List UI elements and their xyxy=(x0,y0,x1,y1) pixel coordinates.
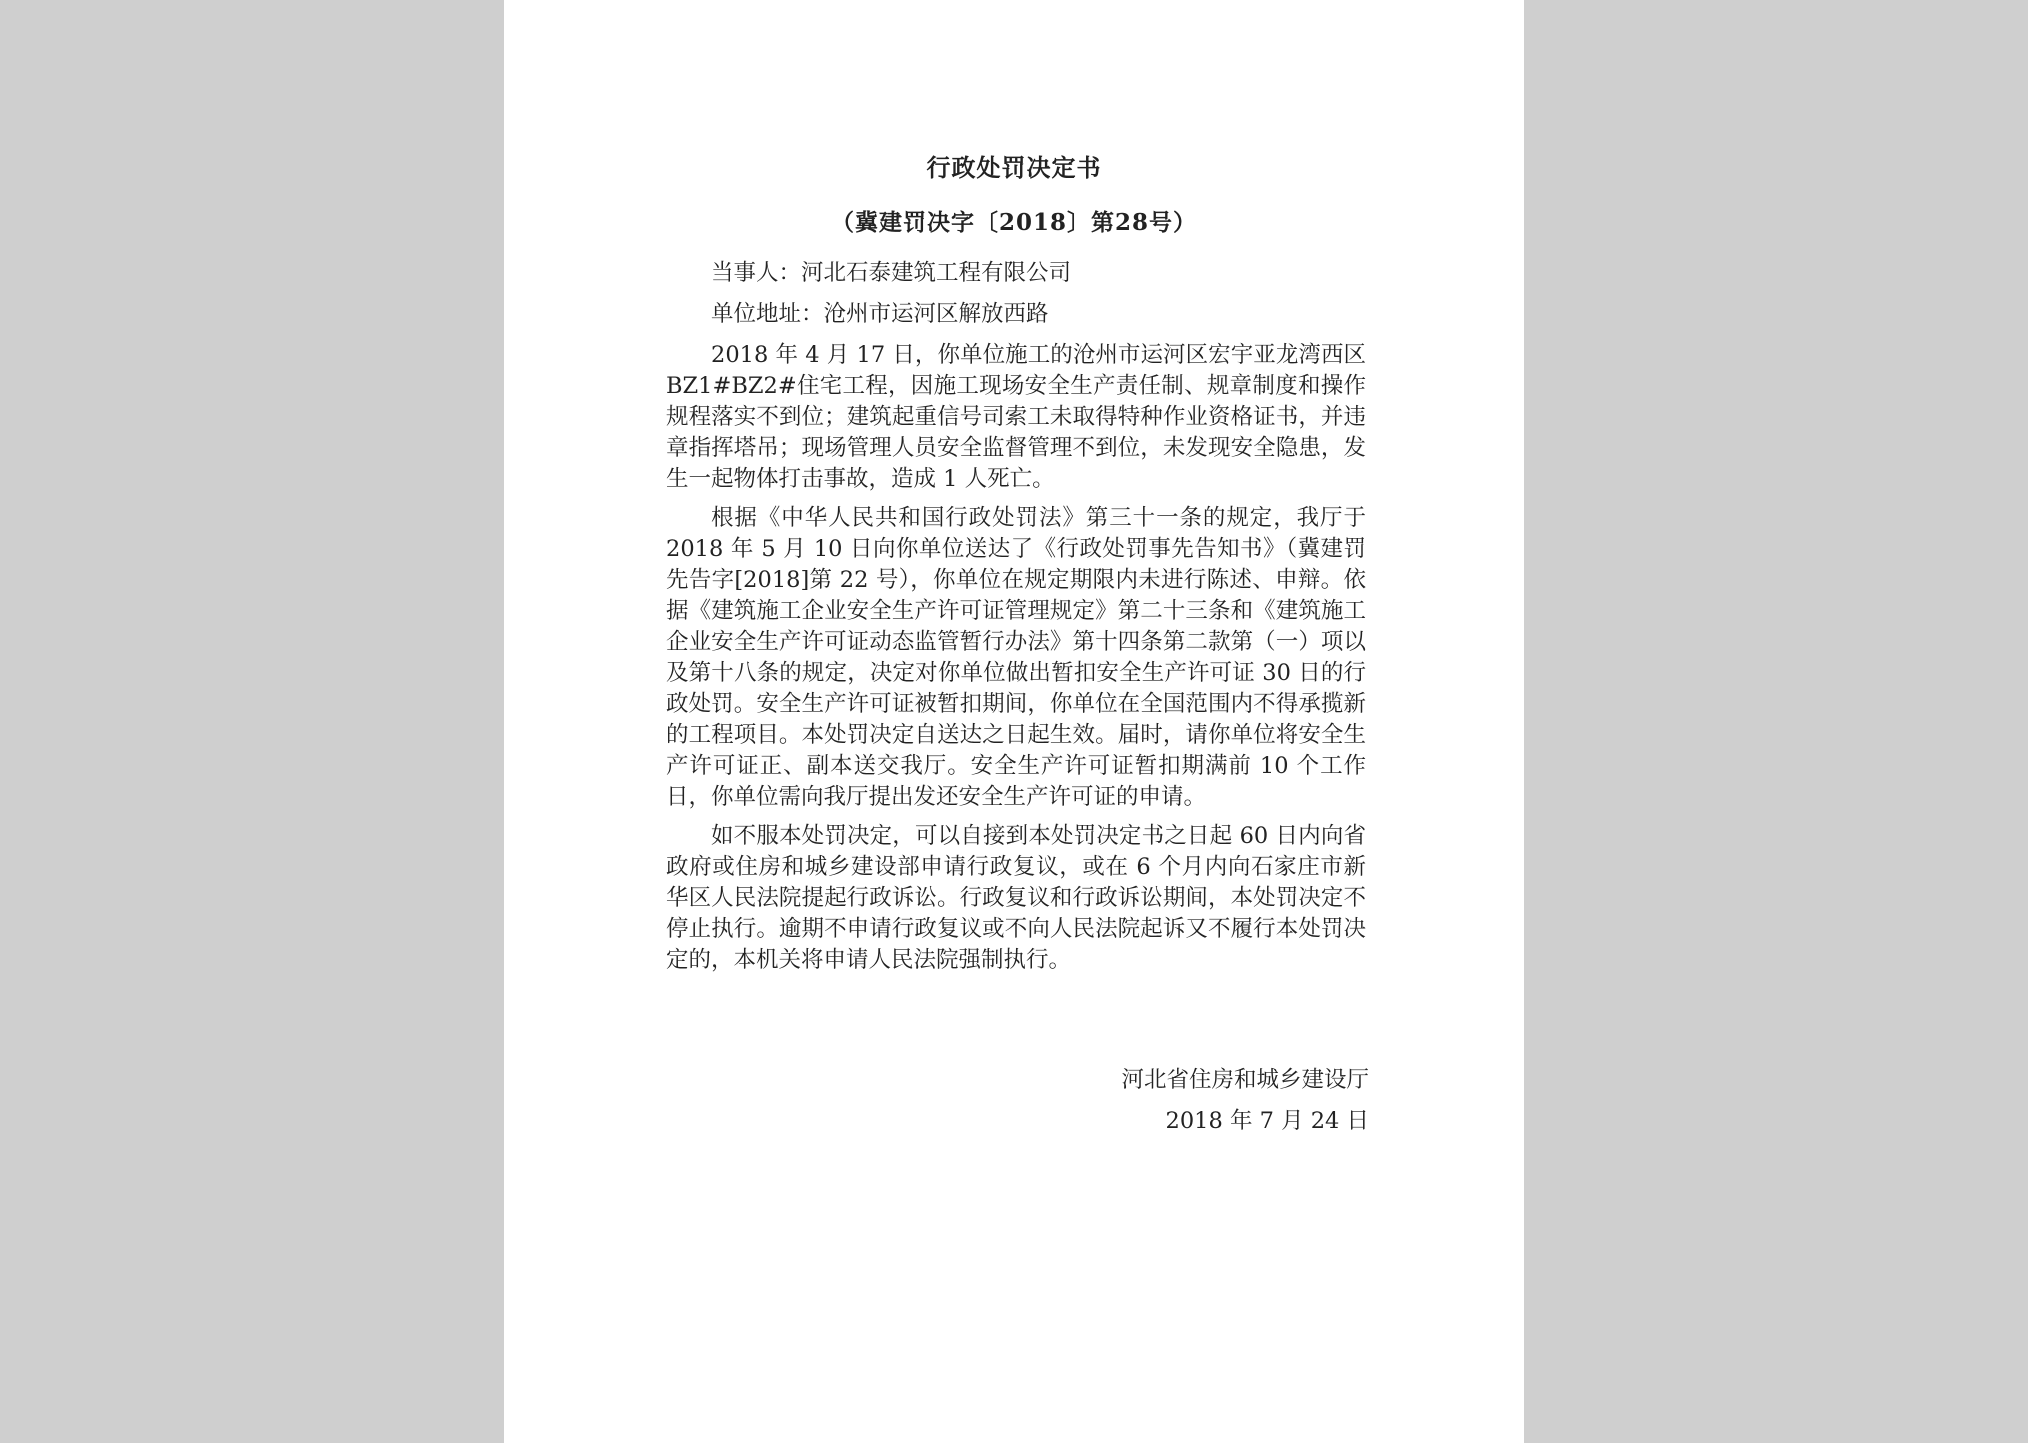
paragraph-appeal: 如不服本处罚决定，可以自接到本处罚决定书之日起 60 日内向省政府或住房和城乡建设部申请行政复议，或在 6 个月内向石家庄市新华区人民法院提起行政诉讼。行政复议和行政诉讼期间，本处罚决定不停止执行。逾期不申请行政复议或不向人民法院起诉又不履行本处罚决定的，本机关将申请人民法院强制执行。 xyxy=(666,823,1366,973)
paragraph-decision: 根据《中华人民共和国行政处罚法》第三十一条的规定，我厅于 2018 年 5 月 10 日向你单位送达了《行政处罚事先告知书》（冀建罚先告字[2018]第 22 号），你单位在规定期限内未进行陈述、申辩。依据《建筑施工企业安全生产许可证管理规定》第二十三条和《建筑施工企业安全生产许可证动态监管暂行办法》第十四条第二款第（一）项以及第十八条的规定，决定对你单位做出暂扣安全生产许可证 30 日的行政处罚。安全生产许可证被暂扣期间，你单位在全国范围内不得承揽新的工程项目。本处罚决定自送达之日起生效。届时，请你单位将安全生产许可证正、副本送交我厅。安全生产许可证暂扣期满前 10 个工作日，你单位需向我厅提出发还安全生产许可证的申请。 xyxy=(666,505,1366,810)
document-page xyxy=(504,0,1524,1443)
document-number: （冀建罚决字〔2018〕第28号） xyxy=(830,209,1198,236)
party-label: 当事人： xyxy=(711,260,802,286)
address-label: 单位地址： xyxy=(711,301,824,327)
issuer-name: 河北省住房和城乡建设厅 xyxy=(1121,1067,1369,1093)
document-title: 行政处罚决定书 xyxy=(926,153,1102,182)
document-body xyxy=(666,258,1366,984)
paragraph-incident: 2018 年 4 月 17 日，你单位施工的沧州市运河区宏宇亚龙湾西区 BZ1#BZ2#住宅工程，因施工现场安全生产责任制、规章制度和操作规程落实不到位；建筑起重信号司索工未取得特种作业资格证书，并违章指挥塔吊；现场管理人员安全监督管理不到位，未发现安全隐患，发生一起物体打击事故，造成 1 人死亡。 xyxy=(666,342,1366,492)
address-value: 沧州市运河区解放西路 xyxy=(823,301,1049,327)
party-line xyxy=(666,258,1366,289)
issue-date: 2018 年 7 月 24 日 xyxy=(1165,1108,1369,1134)
party-value: 河北石泰建筑工程有限公司 xyxy=(801,260,1072,286)
address-line xyxy=(666,299,1366,330)
